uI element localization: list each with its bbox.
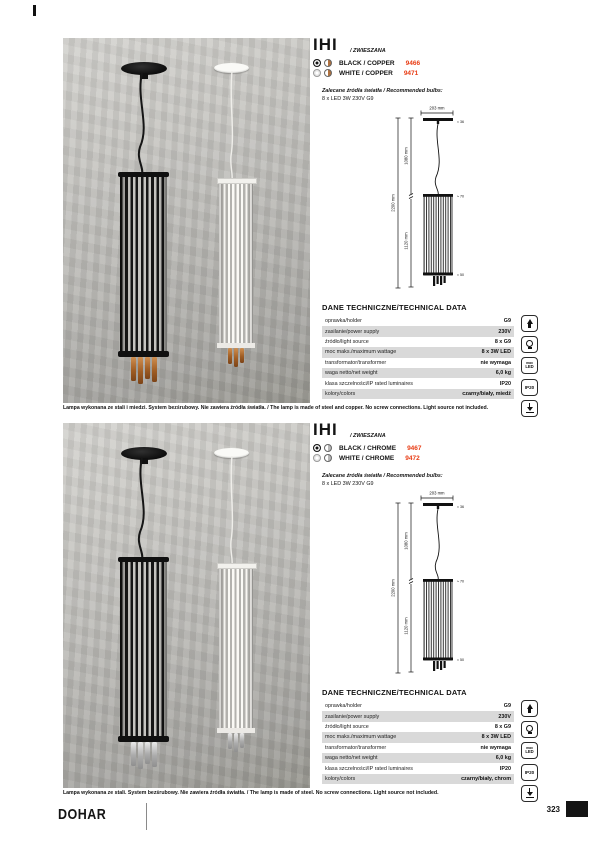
copper-swatch-icon (324, 69, 332, 77)
shade-bottom-mark: ≈ 50 (457, 658, 464, 662)
shade-top-cap (217, 178, 257, 184)
chrome-swatch-icon (324, 454, 332, 462)
cage-shade (219, 180, 253, 346)
black-swatch-icon (313, 444, 321, 452)
product-title: IHI (313, 35, 338, 54)
white-swatch-icon (313, 69, 321, 77)
table-row: waga netto/net weight 6,0 kg (322, 753, 514, 763)
recommended-bulbs-heading: Zalecane źródła światła / Recommended bulbs: (322, 473, 443, 479)
variant-list (313, 58, 420, 78)
width-dimension: 203 mm (429, 105, 445, 111)
lower-dimension: 1120 mm (403, 617, 409, 635)
bulb-icon (521, 721, 538, 738)
page-corner-square (566, 801, 588, 817)
recommended-bulbs-value: 8 x LED 3W 230V G9 (322, 96, 374, 102)
max-led-icon: max LED (521, 357, 538, 374)
variant-code: 9466 (405, 59, 421, 67)
ceiling-mount-icon (521, 700, 538, 717)
cage-shade (219, 565, 253, 731)
variant-label: WHITE / CHROME (339, 454, 395, 462)
shade-top-mark: ≈ 70 (457, 194, 464, 199)
total-dimension: 2200 mm (390, 194, 396, 212)
table-row: transformator/transformer nie wymaga (325, 359, 511, 366)
max-led-icon: max LED (521, 742, 538, 759)
recommended-bulbs-value: 8 x LED 3W 230V G9 (322, 481, 374, 487)
shade-bottom-mark: ≈ 50 (457, 273, 464, 277)
product-section-chrome (0, 385, 600, 796)
photo-caption: Lampa wykonana ze stali i miedzi. System bezśrubowy. Nie zawiera źródła światła. / The lamp is made of steel and copper. No screw connections. Light source not included. (63, 405, 489, 411)
table-row: klasa szczelności/IP rated luminaires IP20 (325, 765, 511, 772)
upper-dimension: 1080 mm (403, 532, 409, 550)
white-swatch-icon (313, 454, 321, 462)
variant-code: 9472 (405, 454, 420, 462)
bulb-icon (521, 336, 538, 353)
table-row: kolory/colors czarny/biały, miedź (322, 389, 514, 399)
total-dimension: 2200 mm (390, 579, 396, 597)
dimension-drawing (390, 102, 505, 294)
chrome-swatch-icon (324, 444, 332, 452)
product-photo (63, 423, 310, 788)
ip20-icon: IP20 (521, 379, 538, 396)
variant-row (313, 58, 420, 68)
variant-row (313, 453, 422, 463)
copper-swatch-icon (324, 59, 332, 67)
technical-data-title: DANE TECHNICZNE/TECHNICAL DATA (322, 688, 467, 697)
footer-divider (146, 803, 147, 830)
table-row: oprawka/holder G9 (325, 318, 511, 325)
recommended-bulbs-heading: Zalecane źródła światła / Recommended bulbs: (322, 88, 443, 94)
table-row: źródło/light source 8 x G9 (325, 338, 511, 345)
page-number: 323 (546, 805, 560, 814)
variant-row (313, 68, 420, 78)
lower-dimension: 1120 mm (403, 232, 409, 250)
black-swatch-icon (313, 59, 321, 67)
table-row: moc maks./maximum wattage 8 x 3W LED (322, 732, 514, 742)
variant-list (313, 443, 422, 463)
ip20-icon: IP20 (521, 764, 538, 781)
brand-logo: DOHAR (58, 806, 107, 823)
lamp-cable (224, 71, 240, 181)
table-row: moc maks./maximum wattage 8 x 3W LED (322, 347, 514, 357)
table-row: zasilanie/power supply 230V (322, 326, 514, 336)
variant-code: 9471 (403, 69, 419, 77)
product-photo (63, 38, 310, 403)
variant-code: 9467 (407, 444, 422, 452)
ceiling-mount-icon (521, 315, 538, 332)
product-subtitle: / ZWIESZANA (350, 48, 386, 54)
product-section-copper (0, 0, 600, 411)
table-row: zasilanie/power supply 230V (322, 711, 514, 721)
table-row: klasa szczelności/IP rated luminaires IP20 (325, 380, 511, 387)
canopy-mark: ≈ 36 (457, 120, 464, 124)
table-row: transformator/transformer nie wymaga (325, 744, 511, 751)
lamp-cable (224, 456, 240, 566)
technical-data-table (322, 701, 514, 784)
variant-row (313, 443, 422, 453)
variant-label: BLACK / COPPER (339, 59, 395, 67)
table-row: waga netto/net weight 6,0 kg (322, 368, 514, 378)
product-subtitle: / ZWIESZANA (350, 433, 386, 439)
table-row: oprawka/holder G9 (325, 703, 511, 710)
dimension-drawing (390, 487, 505, 679)
canopy-mark: ≈ 36 (457, 505, 464, 509)
table-row: kolory/colors czarny/biały, chrom (322, 774, 514, 784)
bulb-tubes (228, 733, 246, 755)
variant-label: WHITE / COPPER (339, 69, 393, 77)
shade-top-mark: ≈ 70 (457, 579, 464, 584)
product-title: IHI (313, 420, 338, 439)
shade-top-cap (217, 563, 257, 569)
width-dimension: 203 mm (429, 490, 445, 496)
upper-dimension: 1080 mm (403, 147, 409, 165)
variant-label: BLACK / CHROME (339, 444, 397, 452)
bulb-tubes (228, 348, 246, 370)
table-row: źródło/light source 8 x G9 (325, 723, 511, 730)
technical-data-title: DANE TECHNICZNE/TECHNICAL DATA (322, 303, 467, 312)
photo-caption: Lampa wykonana ze stali. System bezśrubowy. Nie zawiera źródła światła. / The lamp is made of steel. No screw connections. Light source not included. (63, 790, 439, 796)
white-pendant-lamp (63, 423, 310, 788)
white-pendant-lamp (63, 38, 310, 403)
spec-icon-column (521, 700, 538, 802)
